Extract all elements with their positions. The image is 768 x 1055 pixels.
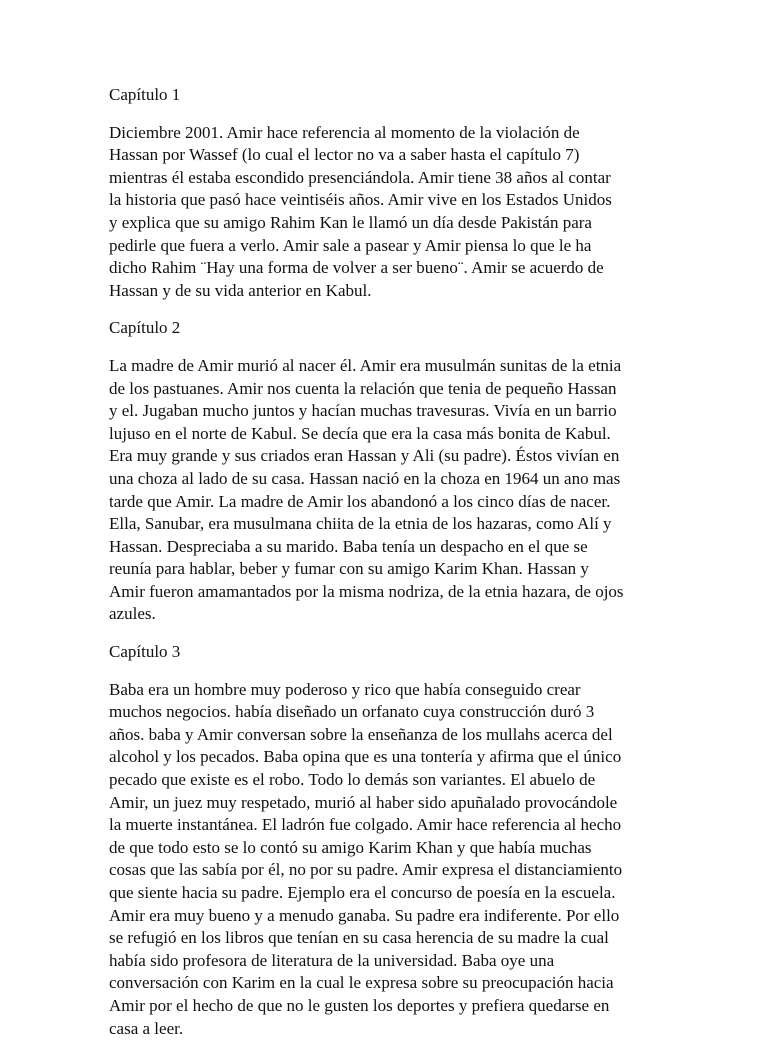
chapter-3-paragraph: Baba era un hombre muy poderoso y rico que había conseguido crear muchos negocios. había diseñado un orfanato cuya construcción duró 3 años. baba y Amir conversan sobre la enseñanza de los mullahs acerca del alcohol y los pecados. Baba opina que es una tontería y afirma que el único pecado que existe es el robo. Todo lo demás son variantes. El abuelo de Amir, un juez muy respetado, murió al haber sido apuñalado provocándole la muerte instantánea. El ladrón fue colgado. Amir hace referencia al hecho de que todo esto se lo contó su amigo Karim Khan y que había muchas cosas que las sabía por él, no por su padre. Amir expresa el distanciamiento que siente hacia su padre. Ejemplo era el concurso de poesía en la escuela. Amir era muy bueno y a menudo ganaba. Su padre era indiferente. Por ello se refugió en los libros que tenían en su casa herencia de su madre la cual había sido profesora de literatura de la universidad. Baba oye una conversación con Karim en la cual le expresa sobre su preocupación hacia Amir por el hecho de que no le gusten los deportes y prefiera quedarse en casa a leer. [109, 679, 623, 1038]
chapter-1-paragraph: Diciembre 2001. Amir hace referencia al momento de la violación de Hassan por Wassef (lo cual el lector no va a saber hasta el capítulo 7) mientras él estaba escondido presenciándola. Amir tiene 38 años al contar la historia que pasó hace veintiséis años. Amir vive en los Estados Unidos y explica que su amigo Rahim Kan le llamó un día desde Pakistán para pedirle que fuera a verlo. Amir sale a pasear y Amir piensa lo que le ha dicho Rahim ¨Hay una forma de volver a ser bueno¨. Amir se acuerdo de Hassan y de su vida anterior en Kabul. [109, 122, 612, 300]
document-page [109, 84, 661, 1055]
chapter-2 [109, 317, 661, 626]
chapter-1-heading: Capítulo 1 [109, 85, 181, 104]
chapter-2-paragraph: La madre de Amir murió al nacer él. Amir era musulmán sunitas de la etnia de los pastuanes. Amir nos cuenta la relación que tenia de pequeño Hassan y el. Jugaban mucho juntos y hacían muchas travesuras. Vivía en un barrio lujuso en el norte de Kabul. Se decía que era la casa más bonita de Kabul. Era muy grande y sus criados eran Hassan y Ali (su padre). Éstos vivían en una choza al lado de su casa. Hassan nació en la choza en 1964 un ano mas tarde que Amir. La madre de Amir los abandonó a los cinco días de nacer. Ella, Sanubar, era musulmana chiita de la etnia de los hazaras, como Alí y Hassan. Despreciaba a su marido. Baba tenía un despacho en el que se reunía para hablar, beber y fumar con su amigo Karim Khan. Hassan y Amir fueron amamantados por la misma nodriza, de la etnia hazara, de ojos azules. [109, 355, 624, 624]
chapter-1 [109, 84, 661, 302]
chapter-3-heading: Capítulo 3 [109, 642, 181, 662]
chapter-3 [109, 641, 661, 1040]
chapter-2-heading: Capítulo 2 [109, 318, 181, 338]
